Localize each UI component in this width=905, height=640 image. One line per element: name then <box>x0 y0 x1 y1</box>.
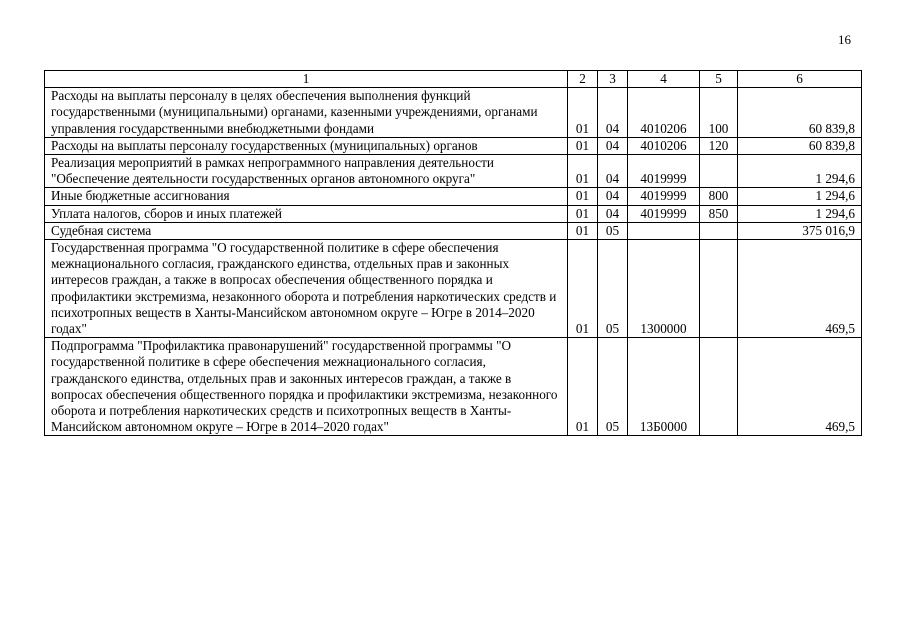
row-sum: 469,5 <box>738 338 862 436</box>
row-name: Государственная программа "О государственной политике в сфере обеспечения межнационального согласия, гражданского единства, отдельных прав и законных интересов граждан, а также в вопросах обеспечения общественного порядка и профилактики экстремизма, незаконного оборота и потребления наркотических средств и психотропных веществ в Ханты-Мансийском автономном округе – Югре в 2014–2020 годах" <box>45 240 568 338</box>
row-vr <box>700 240 738 338</box>
row-vr <box>700 155 738 188</box>
row-sum: 60 839,8 <box>738 88 862 138</box>
table-row <box>45 240 862 338</box>
row-csr: 4019999 <box>628 205 700 222</box>
row-vr: 120 <box>700 137 738 154</box>
header-col-rz: 2 <box>568 71 598 88</box>
row-rz: 01 <box>568 137 598 154</box>
row-sum: 60 839,8 <box>738 137 862 154</box>
table-row <box>45 222 862 239</box>
row-vr: 100 <box>700 88 738 138</box>
page-number: 16 <box>838 32 851 47</box>
row-pr: 04 <box>598 137 628 154</box>
header-col-csr: 4 <box>628 71 700 88</box>
row-sum: 1 294,6 <box>738 205 862 222</box>
header-col-name: 1 <box>45 71 568 88</box>
row-rz: 01 <box>568 222 598 239</box>
row-pr: 05 <box>598 338 628 436</box>
row-pr: 04 <box>598 188 628 205</box>
row-name: Расходы на выплаты персоналу государственных (муниципальных) органов <box>45 137 568 154</box>
row-csr: 4010206 <box>628 88 700 138</box>
row-csr: 4019999 <box>628 188 700 205</box>
row-csr: 13Б0000 <box>628 338 700 436</box>
header-col-sum: 6 <box>738 71 862 88</box>
row-name: Реализация мероприятий в рамках непрограммного направления деятельности "Обеспечение деятельности государственных органов автономного округа" <box>45 155 568 188</box>
table-row <box>45 338 862 436</box>
row-vr <box>700 222 738 239</box>
row-name: Подпрограмма "Профилактика правонарушений" государственной программы "О государственной политике в сфере обеспечения межнационального согласия, гражданского единства, отдельных прав и законных интересов граждан, а также в вопросах обеспечения общественного порядка и профилактики экстремизма, незаконного оборота и потребления наркотических средств и психотропных веществ в Ханты-Мансийском автономном округе – Югре в 2014–2020 годах" <box>45 338 568 436</box>
row-csr: 1300000 <box>628 240 700 338</box>
row-rz: 01 <box>568 205 598 222</box>
row-sum: 1 294,6 <box>738 188 862 205</box>
row-pr: 05 <box>598 222 628 239</box>
row-rz: 01 <box>568 155 598 188</box>
row-pr: 04 <box>598 205 628 222</box>
row-sum: 469,5 <box>738 240 862 338</box>
table-row <box>45 188 862 205</box>
row-csr: 4019999 <box>628 155 700 188</box>
row-pr: 04 <box>598 155 628 188</box>
row-csr: 4010206 <box>628 137 700 154</box>
table-row <box>45 205 862 222</box>
row-rz: 01 <box>568 88 598 138</box>
row-name: Иные бюджетные ассигнования <box>45 188 568 205</box>
row-rz: 01 <box>568 188 598 205</box>
table-row <box>45 88 862 138</box>
table-row <box>45 155 862 188</box>
row-sum: 375 016,9 <box>738 222 862 239</box>
budget-table <box>44 70 862 436</box>
row-rz: 01 <box>568 240 598 338</box>
row-rz: 01 <box>568 338 598 436</box>
row-vr: 850 <box>700 205 738 222</box>
row-vr: 800 <box>700 188 738 205</box>
header-col-pr: 3 <box>598 71 628 88</box>
row-name: Расходы на выплаты персоналу в целях обеспечения выполнения функций государственными (муниципальными) органами, казенными учреждениями, органами управления государственными внебюджетными фондами <box>45 88 568 138</box>
table-header-row <box>45 71 862 88</box>
row-pr: 05 <box>598 240 628 338</box>
header-col-vr: 5 <box>700 71 738 88</box>
row-name: Судебная система <box>45 222 568 239</box>
row-vr <box>700 338 738 436</box>
row-sum: 1 294,6 <box>738 155 862 188</box>
row-csr <box>628 222 700 239</box>
row-pr: 04 <box>598 88 628 138</box>
row-name: Уплата налогов, сборов и иных платежей <box>45 205 568 222</box>
table-row <box>45 137 862 154</box>
